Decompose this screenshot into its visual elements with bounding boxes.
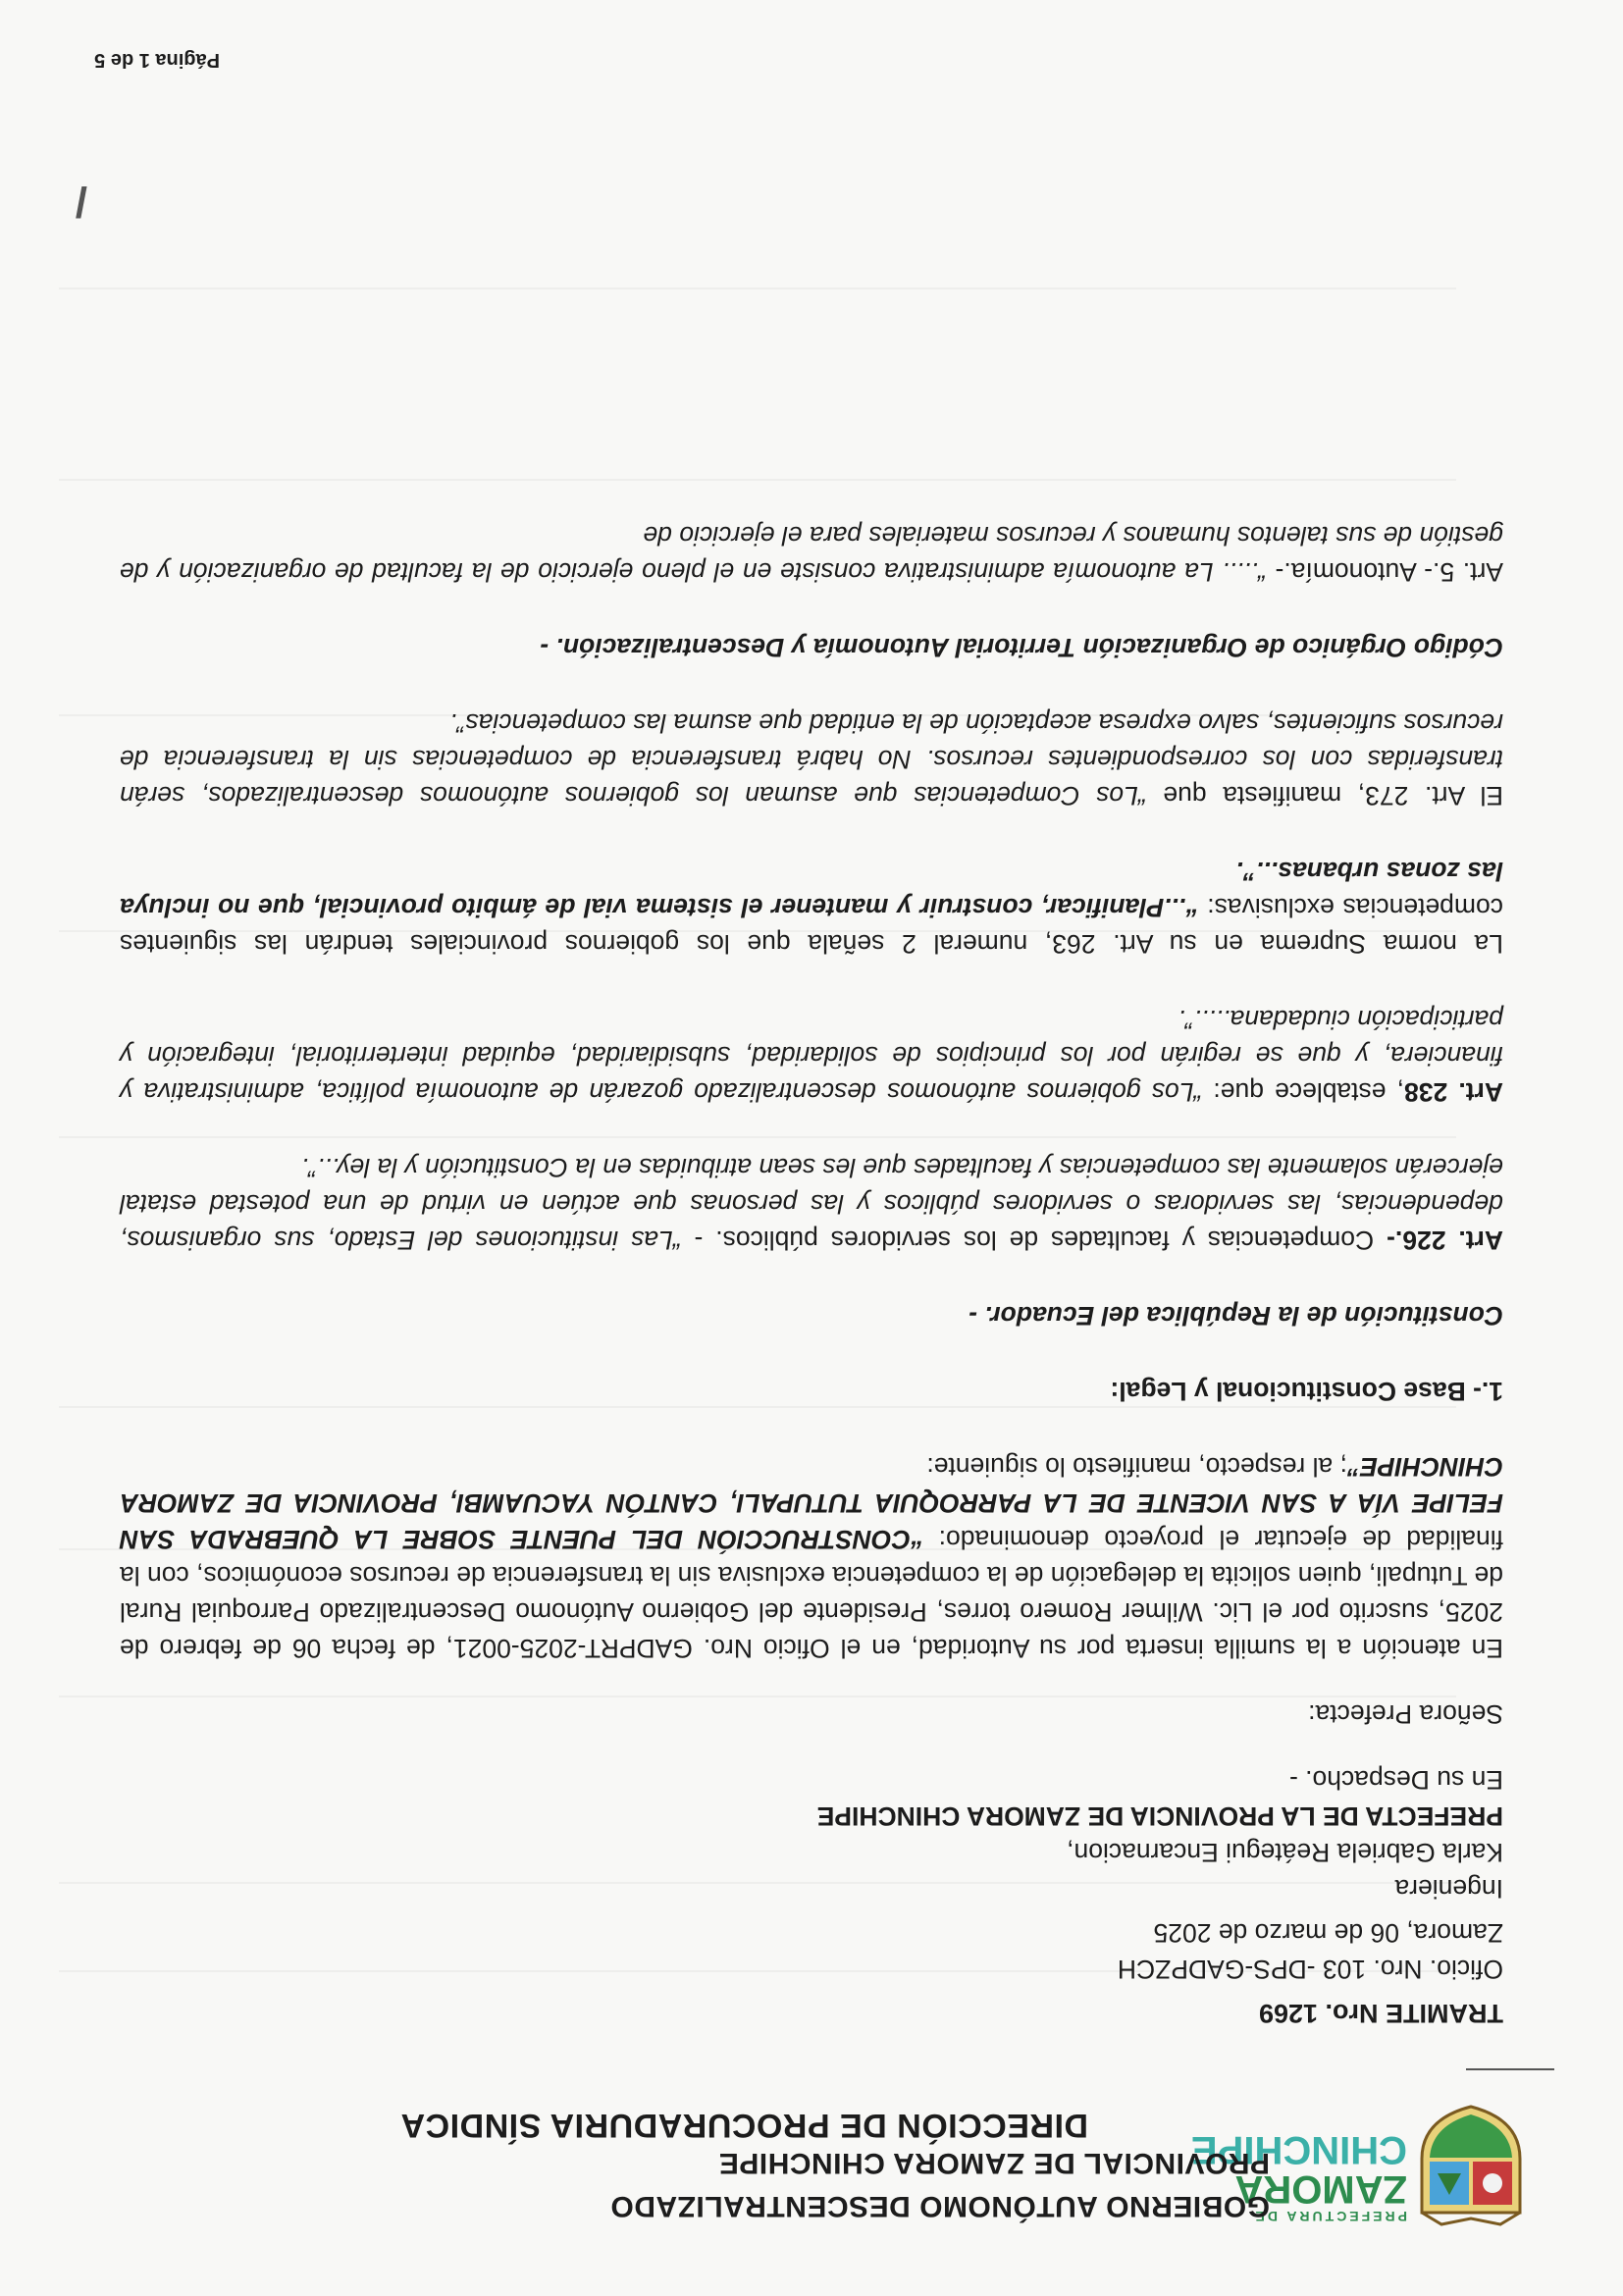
art226-paragraph [120, 1149, 1503, 1258]
department-name: DIRECCIÓN DE PROCURADURIA SÍNDICA [400, 2107, 1088, 2144]
art5-quote: “..... La autonomía administrativa consiste en el pleno ejercicio de la facultad de organización y de gestión de sus talentos humanos y recursos materiales para el ejercicio de [120, 521, 1503, 587]
art273-paragraph [120, 704, 1503, 813]
recipient-position: PREFECTA DE LA PROVINCIA DE ZAMORA CHINCHIPE [816, 1801, 1503, 1831]
prefectura-logo [1190, 2095, 1554, 2242]
art263-quote: “...Planificar, construir y mantener el sistema vial de ámbito provincial, que no incluya las zonas urbanas...”. [120, 857, 1503, 922]
coat-of-arms-icon [1412, 2105, 1530, 2232]
margin-mark: / [75, 178, 87, 226]
tramite-number: TRAMITE Nro. 1269 [1258, 1999, 1503, 2028]
section-title: 1.- Base Constitucional y Legal: [1110, 1377, 1503, 1406]
intro-end: ; al respecto, manifiesto lo siguiente: [926, 1452, 1347, 1482]
art238-intro: , establece que: [1202, 1077, 1405, 1107]
logo-text-top: PREFECTURA DE [1252, 2209, 1407, 2224]
letter-body [120, 517, 1503, 2031]
art238-quote: “Los gobiernos autónomos descentralizado gozarán de autonomía política, administrativa y financiera, y que se regirán por los principios de solidaridad, subsidiaridad, equidad interterritorial, integración y participación ciudadana.....”. [119, 1005, 1503, 1107]
art226-intro: Competencias y facultades de los servidores públicos. - [681, 1226, 1387, 1255]
institution-line-2: PROVINCIAL DE ZAMORA CHINCHIPE [718, 2147, 1270, 2179]
art273-text: El Art. 273, manifiesta que [1146, 781, 1503, 810]
intro-paragraph [120, 1448, 1503, 1666]
art226-label: Art. 226.- [1387, 1226, 1503, 1255]
art226-quote: “Las instituciones del Estado, sus organismos, dependencias, las servidoras o servidores públicos y las personas que actúen en virtud de una potestad estatal ejercerán solamente las competencias y facultades que les sean atribuidas en la Constitución y la ley...”. [120, 1153, 1503, 1255]
intro-project-name: “CONSTRUCCIÓN DEL PUENTE SOBRE LA QUEBRADA SAN FELIPE VÍA A SAN VICENTE DE LA PARROQUIA TUTUPALI, CANTÓN YACUAMBI, PROVINCIA DE ZAMORA CHINCHIPE” [120, 1452, 1503, 1554]
intro-text: En atención a la sumilla inserta por su Autoridad, en el Oficio Nro. GADPRT-2025-0021, de fecha 06 de febrero de 2025, suscrito por el Lic. Wilmer Romero torres, Presidente del Gobierno Autónomo Descentralizado Parroquial Rural de Tutupali, quien solicita la delegación de la competencia exclusiva sin la transferencia de recursos económicos, con la finalidad de ejecutar el proyecto denominado: [120, 1525, 1503, 1663]
oficio-number: Oficio. Nro. 103 -DPS-GADPZCH [1117, 1955, 1503, 1984]
recipient-location: En su Despacho. - [1288, 1765, 1503, 1795]
logo-text-chinchipe: CHINCHIPE [1190, 2128, 1407, 2171]
art238-paragraph [120, 1001, 1503, 1110]
oficio-date: Zamora, 06 de marzo de 2025 [1153, 1918, 1503, 1948]
art5-label: Art. 5.- Autonomía.- [1266, 557, 1503, 587]
art273-quote: “Los Competencias que asuman los gobiernos autónomos descentralizados, serán transferidas con los correspondientes recursos. No habrá transferencia de competencias sin la transferencia de recursos suficientes, salvo expresa aceptación de la entidad que asuma las competencias”. [120, 708, 1503, 810]
constitution-title: Constitución de la República del Ecuador. - [969, 1301, 1503, 1331]
logo-text-zamora: ZAMORA [1234, 2167, 1407, 2211]
salutation: Señora Prefecta: [1308, 1699, 1503, 1729]
art263-paragraph [120, 853, 1503, 962]
art238-label: Art. 238 [1404, 1077, 1503, 1107]
page-number: Página 1 de 5 [94, 49, 220, 71]
recipient-name: Karla Gabriela Reátegui Encarnacion, [1067, 1838, 1503, 1867]
institution-line-1: GOBIERNO AUTÓNOMO DESCENTRALIZADO [609, 2190, 1270, 2222]
institution-name [610, 2136, 1270, 2222]
cootad-title: Código Orgánico de Organización Territorial Autonomía y Descentralización. - [540, 633, 1503, 662]
header-rule [1466, 2068, 1554, 2070]
recipient-title: Ingeniera [1394, 1874, 1503, 1904]
letterhead [63, 2095, 1554, 2242]
art263-text: La norma Suprema en su Art. 263, numeral 2 señala que los gobiernos provinciales tendrán las siguientes competencias exclusivas: [120, 893, 1503, 959]
art5-paragraph [120, 517, 1503, 590]
